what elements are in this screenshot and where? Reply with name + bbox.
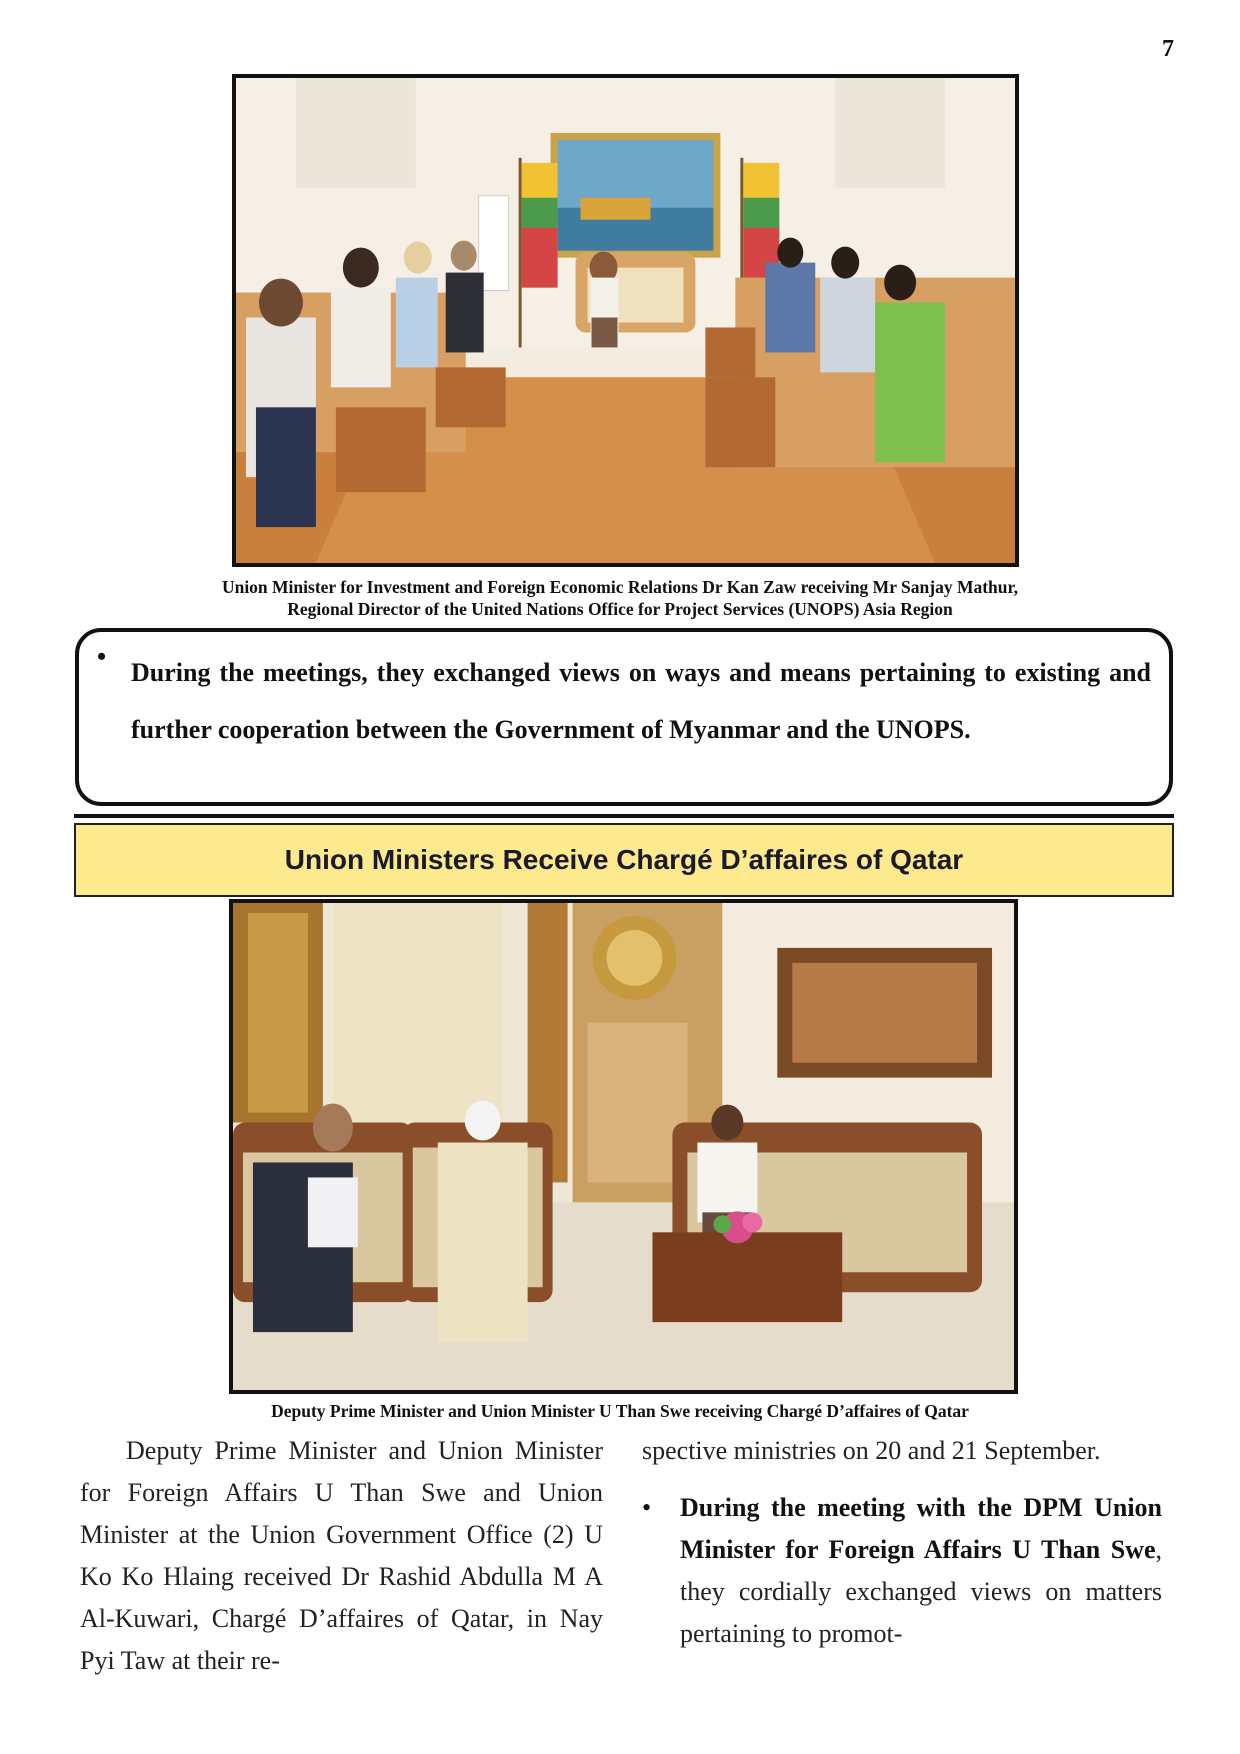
section-divider [74,814,1174,818]
section-headline-banner [74,823,1174,897]
article-left-column [80,1430,603,1682]
meeting-photo-qatar [229,899,1018,1394]
meeting-photo-unops [232,74,1019,567]
article-bullet-text [680,1487,1162,1655]
article-paragraph: Deputy Prime Minister and Union Minister for Foreign Affairs U Than Swe and Union Minister at the Union Government Office (2) U Ko Ko Hlaing received Dr Rashid Abdulla M A Al-Kuwari, Chargé D’affaires of Qatar, in Nay Pyi Taw at their re- [80,1436,603,1675]
bullet-icon: • [642,1493,652,1522]
article-bullet-rest: , they cordially exchanged views on matters pertaining to promot- [680,1535,1162,1648]
bullet-text: During the meetings, they exchanged views on ways and means pertaining to existing and further cooperation between the Government of Myanmar and the UNOPS. [131,658,1151,744]
photo-caption-unops [120,576,1120,620]
caption-line-1: Union Minister for Investment and Foreign Economic Relations Dr Kan Zaw receiving Mr Sanjay Mathur, [221,577,1019,597]
article-right-continuation: spective ministries on 20 and 21 September. [642,1436,1101,1465]
photo-caption-qatar: Deputy Prime Minister and Union Minister U Than Swe receiving Chargé D’affaires of Qatar [271,1401,969,1421]
highlight-bullet-box [75,628,1173,806]
article-bullet-bold: During the meeting with the DPM Union Minister for Foreign Affairs U Than Swe [680,1493,1162,1564]
page-number: 7 [1162,36,1174,62]
section-headline: Union Ministers Receive Chargé D’affaires of Qatar [284,844,964,875]
bullet-icon: • [97,642,107,671]
caption-line-2: Regional Director of the United Nations Office for Project Services (UNOPS) Asia Region [287,599,953,619]
